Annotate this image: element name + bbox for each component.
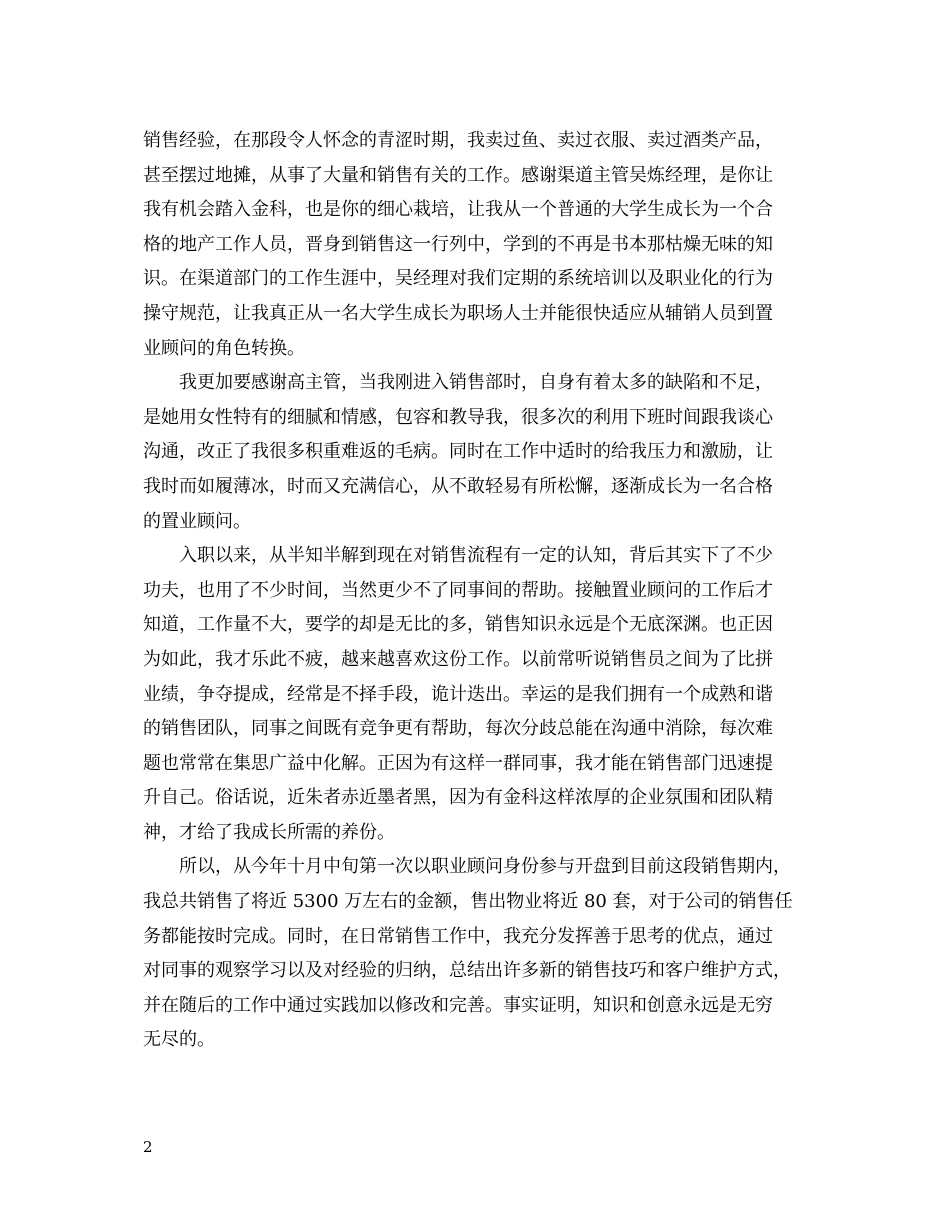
text-line: 无尽的。 (143, 1029, 215, 1051)
text-line: 的置业顾问。 (143, 510, 251, 532)
text-line: 识。在渠道部门的工作生涯中，吴经理对我们定期的系统培训以及职业化的行为 (143, 268, 773, 290)
text-line: 销售经验，在那段令人怀念的青涩时期，我卖过鱼、卖过衣服、卖过酒类产品， (143, 130, 773, 151)
text-line: 业顾问的角色转换。 (143, 337, 305, 359)
text-line: 我有机会踏入金科，也是你的细心栽培，让我从一个普通的大学生成长为一个合 (143, 199, 773, 221)
text-line: 的销售团队，同事之间既有竞争更有帮助，每次分歧总能在沟通中消除，每次难 (143, 718, 773, 740)
document-body (143, 124, 813, 1058)
text-line: 功夫，也用了不少时间，当然更少不了同事间的帮助。接触置业顾问的工作后才 (143, 579, 773, 601)
text-line: 我时而如履薄冰，时而又充满信心，从不敢轻易有所松懈，逐渐成长为一名合格 (143, 475, 773, 497)
text-line: 我更加要感谢高主管，当我刚进入销售部时，自身有着太多的缺陷和不足， (143, 372, 773, 394)
text-line: 沟通，改正了我很多积重难返的毛病。同时在工作中适时的给我压力和激励，让 (143, 441, 773, 463)
text-line: 是她用女性特有的细腻和情感，包容和教导我，很多次的利用下班时间跟我谈心 (143, 406, 773, 428)
text-line: 入职以来，从半知半解到现在对销售流程有一定的认知，背后其实下了不少 (143, 545, 773, 567)
text-line: 升自己。俗话说，近朱者赤近墨者黑，因为有金科这样浓厚的企业氛围和团队精 (143, 787, 773, 809)
text-line: 为如此，我才乐此不疲，越来越喜欢这份工作。以前常听说销售员之间为了比拼 (143, 648, 773, 670)
text-line: 操守规范，让我真正从一名大学生成长为职场人士并能很快适应从辅销人员到置 (143, 302, 773, 324)
text-line: 我总共销售了将近 5300 万左右的金额，售出物业将近 80 套，对于公司的销售任 (143, 891, 793, 913)
text-line: 题也常常在集思广益中化解。正因为有这样一群同事，我才能在销售部门迅速提 (143, 752, 773, 774)
text-line: 所以，从今年十月中旬第一次以职业顾问身份参与开盘到目前这段销售期内， (143, 856, 791, 878)
text-line: 并在随后的工作中通过实践加以修改和完善。事实证明，知识和创意永远是无穷 (143, 994, 773, 1016)
text-line: 甚至摆过地摊，从事了大量和销售有关的工作。感谢渠道主管吴炼经理，是你让 (143, 164, 773, 186)
text-line: 神，才给了我成长所需的养份。 (143, 821, 395, 843)
page-number: 2 (143, 1138, 153, 1156)
text-line: 务都能按时完成。同时，在日常销售工作中，我充分发挥善于思考的优点，通过 (143, 925, 773, 947)
text-line: 格的地产工作人员，晋身到销售这一行列中，学到的不再是书本那枯燥无味的知 (143, 233, 773, 255)
text-line: 业绩，争夺提成，经常是不择手段，诡计迭出。幸运的是我们拥有一个成熟和谐 (143, 683, 773, 705)
text-line: 对同事的观察学习以及对经验的归纳，总结出许多新的销售技巧和客户维护方式， (143, 960, 791, 982)
text-line: 知道，工作量不大，要学的却是无比的多，销售知识永远是个无底深渊。也正因 (143, 614, 773, 636)
